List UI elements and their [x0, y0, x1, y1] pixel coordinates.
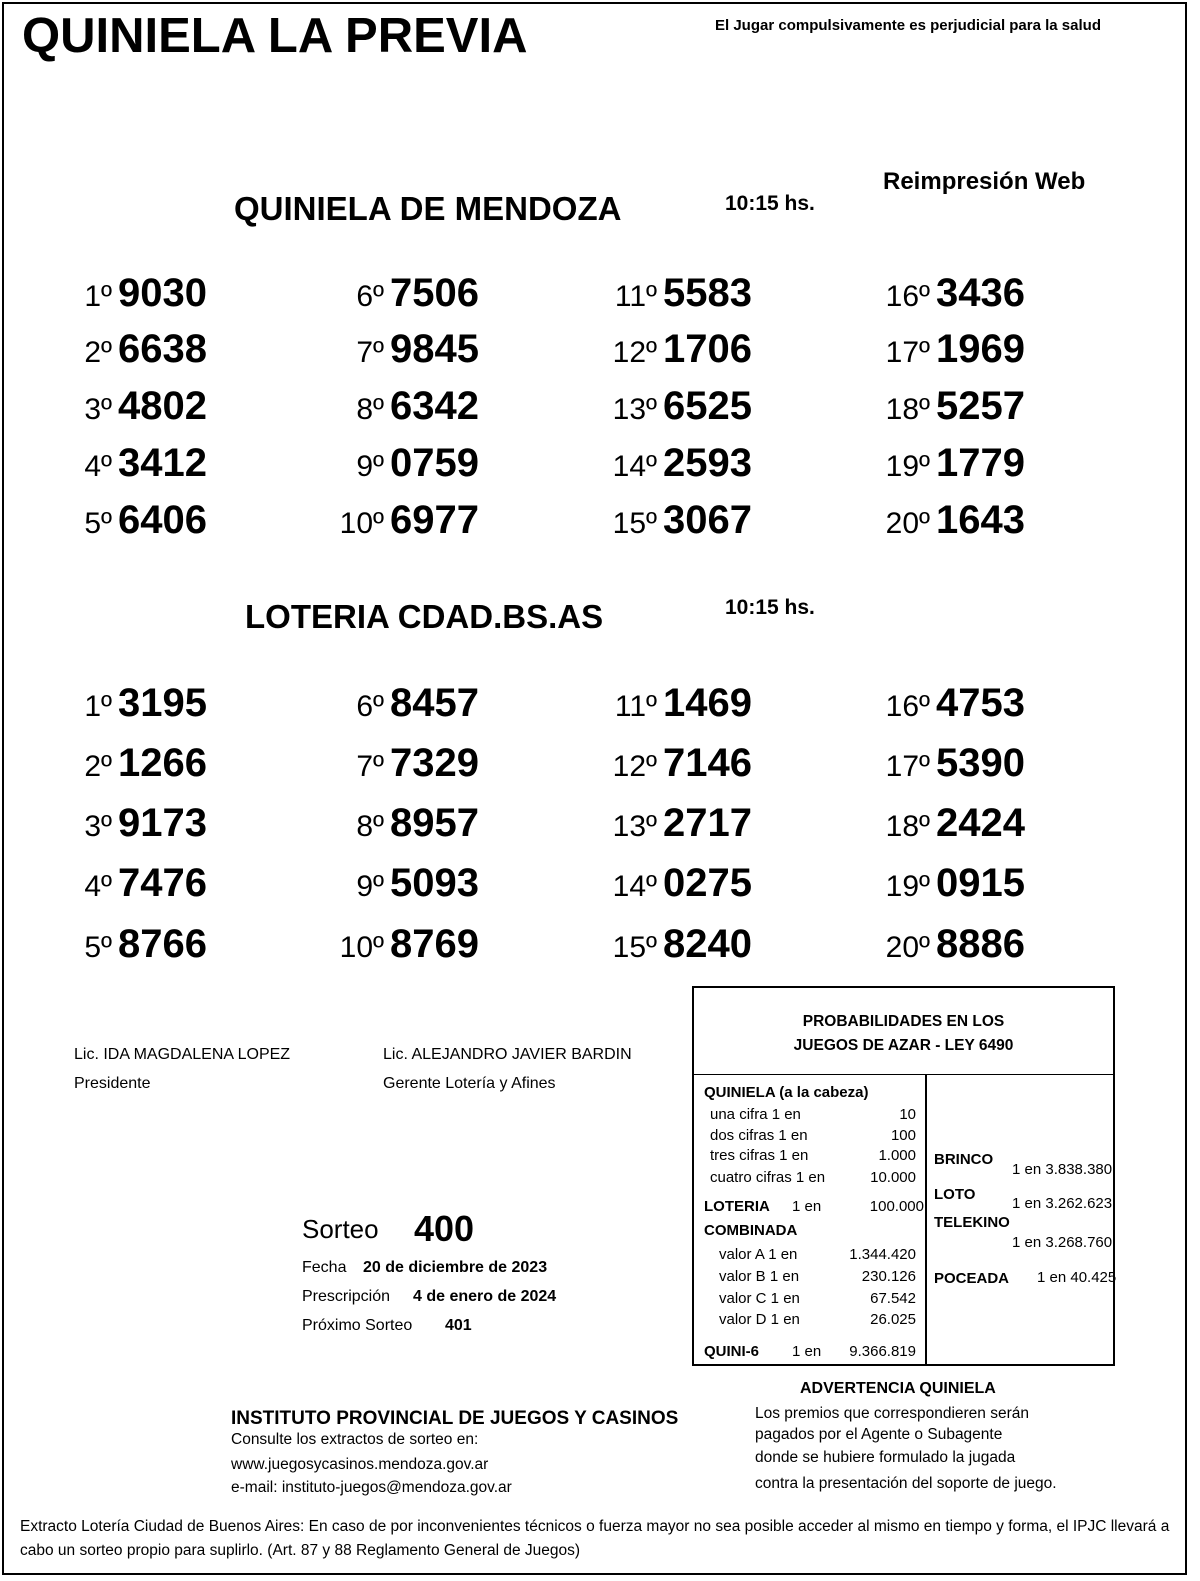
result-number: 8957 — [390, 801, 479, 845]
quiniela-prob-label: dos cifras 1 en — [710, 1127, 808, 1144]
combinada-prob-label: valor C 1 en — [719, 1290, 800, 1307]
result-number: 5583 — [663, 271, 752, 315]
result-entry — [322, 741, 479, 786]
result-number: 7476 — [118, 861, 207, 905]
result-position: 9º — [356, 450, 384, 483]
footer-note: Extracto Lotería Ciudad de Buenos Aires: En caso de por inconvenientes técnicos o fuerza mayor no sea posible acceder al mismo en tiempo y forma, el IPJC llevará a cabo un sorteo propio para suplirlo. (Art. 87 y 88 Reglamento General de Juegos) — [20, 1518, 1170, 1559]
result-position: 10º — [339, 931, 384, 964]
result-entry — [595, 681, 752, 726]
institute-line1: Consulte los extractos de sorteo en: — [231, 1431, 479, 1448]
result-entry — [595, 498, 752, 543]
probabilities-column-divider — [925, 1074, 927, 1364]
telekino-prob-value: 1 en 3.268.760 — [1012, 1234, 1113, 1251]
result-position: 17º — [885, 336, 930, 369]
probabilities-box — [692, 986, 1115, 1366]
result-entry — [50, 384, 207, 429]
result-entry — [595, 741, 752, 786]
result-position: 18º — [885, 393, 930, 426]
signature-2-name: Lic. ALEJANDRO JAVIER BARDIN — [383, 1046, 632, 1063]
result-position: 10º — [339, 507, 384, 540]
proximo-value: 401 — [445, 1317, 472, 1334]
result-entry — [595, 271, 752, 316]
result-number: 3436 — [936, 271, 1025, 315]
prescripcion-label: Prescripción — [302, 1288, 391, 1305]
proximo-label: Próximo Sorteo — [302, 1317, 413, 1334]
result-position: 16º — [885, 280, 930, 313]
result-number: 7506 — [390, 271, 479, 315]
result-number: 3067 — [663, 498, 752, 542]
result-entry — [50, 861, 207, 906]
result-number: 1969 — [936, 327, 1025, 371]
poceada-prob-label: POCEADA — [934, 1270, 1010, 1287]
result-number: 6406 — [118, 498, 207, 542]
result-position: 3º — [84, 810, 112, 843]
result-number: 8240 — [663, 922, 752, 966]
advertencia-line: contra la presentación del soporte de juego. — [755, 1475, 1057, 1492]
result-entry — [50, 681, 207, 726]
result-entry — [322, 861, 479, 906]
result-number: 8886 — [936, 922, 1025, 966]
result-number: 0915 — [936, 861, 1025, 905]
quiniela-prob-label: cuatro cifras 1 en — [710, 1169, 826, 1186]
combinada-prob-label: valor D 1 en — [719, 1311, 800, 1328]
prescripcion-value: 4 de enero de 2024 — [413, 1288, 557, 1305]
mendoza-time: 10:15 hs. — [725, 192, 815, 215]
result-entry — [595, 801, 752, 846]
result-number: 1643 — [936, 498, 1025, 542]
brinco-prob-value: 1 en 3.838.380 — [1012, 1161, 1113, 1178]
result-number: 8457 — [390, 681, 479, 725]
quiniela-prob-value: 10 — [899, 1106, 916, 1123]
result-position: 19º — [885, 870, 930, 903]
result-position: 5º — [84, 507, 112, 540]
result-entry — [50, 498, 207, 543]
advertencia-title: ADVERTENCIA QUINIELA — [800, 1380, 996, 1397]
probabilities-divider — [694, 1074, 1113, 1075]
quiniela-prob-value: 10.000 — [870, 1169, 916, 1186]
sorteo-number: 400 — [414, 1208, 475, 1249]
result-entry — [322, 327, 479, 372]
result-entry — [868, 327, 1025, 372]
result-position: 2º — [84, 336, 112, 369]
result-position: 18º — [885, 810, 930, 843]
result-entry — [868, 384, 1025, 429]
result-entry — [868, 741, 1025, 786]
result-number: 8766 — [118, 922, 207, 966]
result-entry — [868, 681, 1025, 726]
combinada-prob-value: 230.126 — [861, 1268, 916, 1285]
quini6-prob-value: 9.366.819 — [849, 1343, 916, 1360]
fecha-label: Fecha — [302, 1259, 347, 1276]
result-position: 12º — [612, 336, 657, 369]
result-entry — [595, 861, 752, 906]
quiniela-prob-label: tres cifras 1 en — [710, 1147, 809, 1164]
result-entry — [322, 498, 479, 543]
result-position: 1º — [84, 280, 112, 313]
advertencia-line: pagados por el Agente o Subagente — [755, 1426, 1003, 1443]
probabilities-title — [694, 1010, 1113, 1058]
result-position: 15º — [612, 931, 657, 964]
combinada-prob-label: valor A 1 en — [719, 1246, 798, 1263]
result-position: 4º — [84, 870, 112, 903]
result-position: 6º — [356, 280, 384, 313]
result-position: 11º — [614, 690, 657, 723]
baires-time: 10:15 hs. — [725, 596, 815, 619]
result-number: 5257 — [936, 384, 1025, 428]
loto-prob-label: LOTO — [934, 1186, 976, 1203]
result-entry — [595, 441, 752, 486]
result-entry — [868, 861, 1025, 906]
signature-1-name: Lic. IDA MAGDALENA LOPEZ — [74, 1046, 291, 1063]
advertencia-line: donde se hubiere formulado la jugada — [755, 1449, 1016, 1466]
signature-2-role: Gerente Lotería y Afines — [383, 1075, 556, 1092]
combinada-prob-value: 1.344.420 — [849, 1246, 916, 1263]
result-position: 20º — [885, 507, 930, 540]
result-number: 9845 — [390, 327, 479, 371]
result-number: 1706 — [663, 327, 752, 371]
result-number: 4753 — [936, 681, 1025, 725]
result-entry — [595, 327, 752, 372]
result-position: 7º — [356, 750, 384, 783]
health-warning: El Jugar compulsivamente es perjudicial para la salud — [715, 17, 1101, 34]
result-number: 7146 — [663, 741, 752, 785]
result-position: 5º — [84, 931, 112, 964]
result-entry — [322, 441, 479, 486]
brinco-prob-label: BRINCO — [934, 1151, 994, 1168]
result-entry — [50, 327, 207, 372]
signature-1-role: Presidente — [74, 1075, 151, 1092]
result-number: 1266 — [118, 741, 207, 785]
result-number: 4802 — [118, 384, 207, 428]
result-position: 8º — [356, 393, 384, 426]
poceada-prob-value: 1 en 40.425 — [1037, 1269, 1117, 1286]
institute-website-link[interactable]: www.juegosycasinos.mendoza.gov.ar — [231, 1456, 489, 1473]
result-entry — [868, 498, 1025, 543]
result-number: 0275 — [663, 861, 752, 905]
result-entry — [868, 441, 1025, 486]
result-entry — [868, 922, 1025, 967]
result-position: 3º — [84, 393, 112, 426]
result-position: 17º — [885, 750, 930, 783]
result-number: 6342 — [390, 384, 479, 428]
fecha-value: 20 de diciembre de 2023 — [363, 1259, 548, 1276]
loteria-prob-value: 100.000 — [869, 1198, 924, 1215]
institute-email-link[interactable]: e-mail: instituto-juegos@mendoza.gov.ar — [231, 1479, 512, 1496]
result-number: 8769 — [390, 922, 479, 966]
result-number: 7329 — [390, 741, 479, 785]
result-entry — [50, 922, 207, 967]
result-number: 3412 — [118, 441, 207, 485]
result-entry — [322, 271, 479, 316]
result-number: 2717 — [663, 801, 752, 845]
sorteo-label: Sorteo — [302, 1214, 379, 1244]
result-position: 6º — [356, 690, 384, 723]
result-position: 15º — [612, 507, 657, 540]
result-entry — [50, 741, 207, 786]
result-entry — [322, 384, 479, 429]
telekino-prob-label: TELEKINO — [934, 1214, 1010, 1231]
result-entry — [50, 271, 207, 316]
advertencia-line: Los premios que correspondieren serán — [755, 1405, 1029, 1422]
result-number: 1469 — [663, 681, 752, 725]
result-number: 2593 — [663, 441, 752, 485]
quiniela-prob-value: 1.000 — [878, 1147, 916, 1164]
result-position: 8º — [356, 810, 384, 843]
result-position: 7º — [356, 336, 384, 369]
result-number: 3195 — [118, 681, 207, 725]
combinada-prob-value: 67.542 — [870, 1290, 916, 1307]
mendoza-title: QUINIELA DE MENDOZA — [234, 190, 622, 227]
result-number: 2424 — [936, 801, 1025, 845]
reprint-label: Reimpresión Web — [883, 168, 1086, 195]
loto-prob-value: 1 en 3.262.623 — [1012, 1195, 1113, 1212]
result-number: 0759 — [390, 441, 479, 485]
main-title: QUINIELA LA PREVIA — [22, 9, 528, 63]
quiniela-prob-label: una cifra 1 en — [710, 1106, 801, 1123]
result-position: 2º — [84, 750, 112, 783]
result-entry — [50, 441, 207, 486]
result-entry — [868, 801, 1025, 846]
result-position: 19º — [885, 450, 930, 483]
quini6-prob-en: 1 en — [792, 1343, 822, 1360]
result-position: 11º — [614, 280, 657, 313]
result-position: 1º — [84, 690, 112, 723]
result-number: 9030 — [118, 271, 207, 315]
quiniela-prob-title: QUINIELA (a la cabeza) — [704, 1084, 869, 1101]
result-number: 6977 — [390, 498, 479, 542]
result-number: 1779 — [936, 441, 1025, 485]
loteria-prob-label: LOTERIA — [704, 1198, 770, 1215]
result-entry — [868, 271, 1025, 316]
result-position: 14º — [612, 870, 657, 903]
result-position: 4º — [84, 450, 112, 483]
quiniela-prob-value: 100 — [890, 1127, 916, 1144]
result-position: 16º — [885, 690, 930, 723]
result-position: 14º — [612, 450, 657, 483]
result-number: 5093 — [390, 861, 479, 905]
baires-title: LOTERIA CDAD.BS.AS — [245, 598, 604, 635]
institute-title: INSTITUTO PROVINCIAL DE JUEGOS Y CASINOS — [231, 1408, 679, 1429]
result-entry — [322, 801, 479, 846]
result-entry — [595, 384, 752, 429]
result-number: 6525 — [663, 384, 752, 428]
result-number: 5390 — [936, 741, 1025, 785]
combinada-prob-label: valor B 1 en — [719, 1268, 800, 1285]
result-position: 12º — [612, 750, 657, 783]
loteria-prob-en: 1 en — [792, 1198, 822, 1215]
result-position: 13º — [612, 810, 657, 843]
result-number: 6638 — [118, 327, 207, 371]
result-entry — [322, 922, 479, 967]
result-position: 20º — [885, 931, 930, 964]
result-position: 13º — [612, 393, 657, 426]
result-number: 9173 — [118, 801, 207, 845]
probabilities-title-line2: JUEGOS DE AZAR - LEY 6490 — [793, 1037, 1014, 1054]
probabilities-title-line1: PROBABILIDADES EN LOS — [802, 1013, 1005, 1030]
combinada-prob-value: 26.025 — [870, 1311, 916, 1328]
combinada-prob-title: COMBINADA — [704, 1222, 798, 1239]
result-entry — [322, 681, 479, 726]
result-entry — [595, 922, 752, 967]
quini6-prob-label: QUINI-6 — [704, 1343, 760, 1360]
result-entry — [50, 801, 207, 846]
result-position: 9º — [356, 870, 384, 903]
